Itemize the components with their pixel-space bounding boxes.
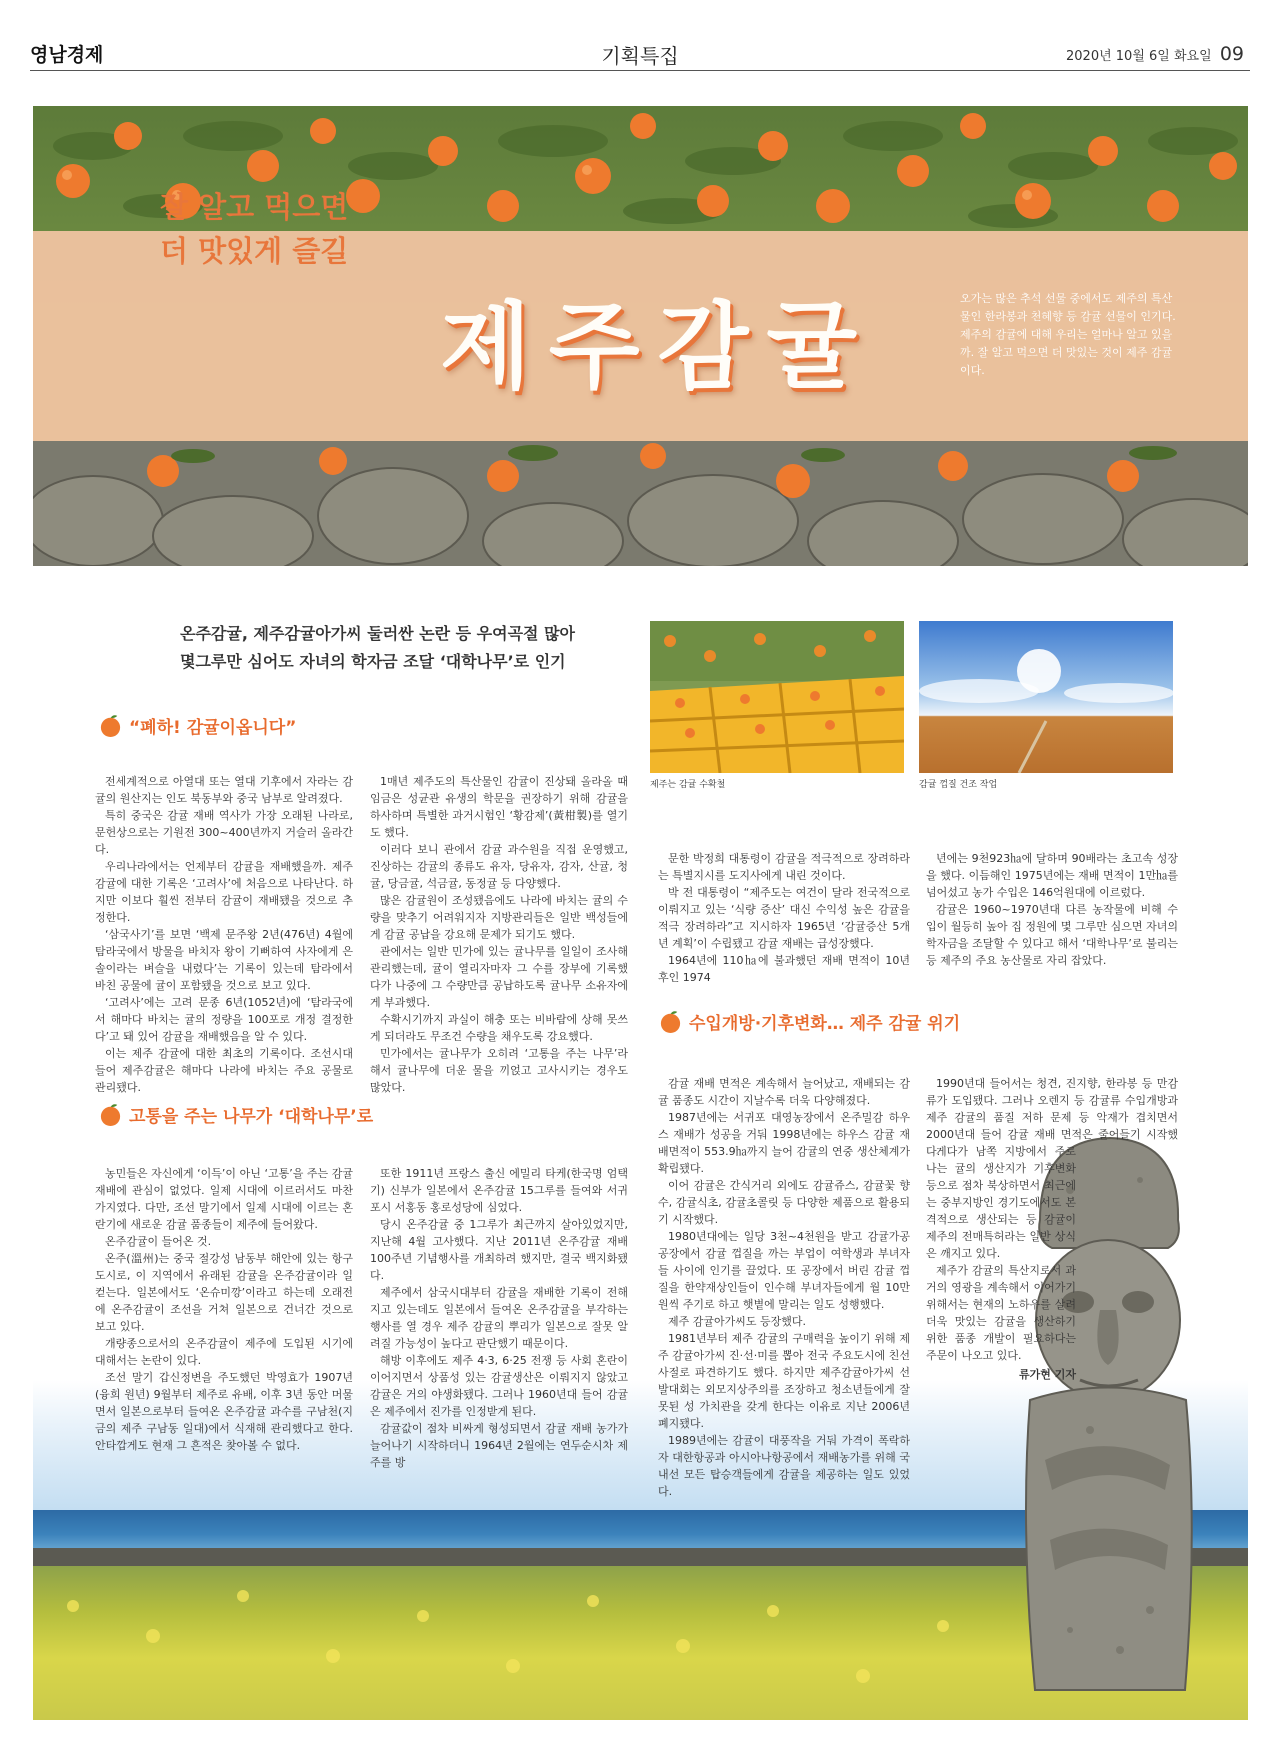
- column-7: [658, 1075, 910, 1500]
- drying-field-illustration: [919, 621, 1173, 773]
- paragraph: 전세계적으로 아열대 또는 열대 기후에서 자라는 감귤의 원산지는 인도 북동부와 중국 남부로 알려졌다.: [95, 775, 353, 805]
- paragraph: 감귤 재배 면적은 계속해서 늘어났고, 재배되는 감귤 품종도 시간이 지날수록 더욱 다양해졌다.: [658, 1077, 910, 1107]
- subhead-1: [98, 713, 296, 738]
- page-number: 09: [1219, 43, 1244, 65]
- paragraph: 감귤은 1960~1970년대 다른 농작물에 비해 수입이 월등히 높아 집 정원에 몇 그루만 심으면 자녀의 학자금을 조달할 수 있다고 해서 ‘대학나무’로 불리는 등 제주의 주요 농산물로 자리 잡았다.: [926, 903, 1178, 967]
- paragraph: 많은 감귤원이 조성됐음에도 나라에 바치는 귤의 수량을 맞추기 어려워지자 지방관리들은 일반 백성들에게 감귤 공납을 강요해 문제가 되기도 했다.: [370, 894, 628, 941]
- deck-headline: [180, 620, 575, 676]
- paragraph: 박 전 대통령이 “제주도는 여건이 달라 전국적으로 이뤄지고 있는 ‘식량 증산’ 대신 수익성 높은 감귤을 적극 장려하라”고 지시하자 1965년 ‘감귤증산 5개년 계획’이 수립됐고 감귤 재배는 급성장했다.: [658, 886, 910, 950]
- subhead-2: [98, 1102, 373, 1127]
- hero-subtitle-line2: 더 맛있게 즐길: [160, 234, 349, 268]
- paragraph: 제주가 감귤의 특산지로서 과거의 영광을 계속해서 이어가기 위해서는 현재의 노하우를 살려 더욱 맛있는 감귤을 생산하기 위한 품종 개발이 필요하다는 주문이 나오고 있다.: [926, 1264, 1076, 1362]
- paragraph: 이러다 보니 관에서 감귤 과수원을 직접 운영했고, 진상하는 감귤의 종류도 유자, 당유자, 감자, 산귤, 청귤, 당금귤, 석금귤, 동정귤 등 다양했다.: [370, 843, 628, 890]
- basalt-wall-illustration: [33, 441, 1248, 566]
- masthead: 영남경제: [30, 44, 104, 66]
- section-title: 기획특집: [601, 44, 679, 68]
- paragraph: 온주(溫州)는 중국 절강성 남동부 해안에 있는 항구도시로, 이 지역에서 유래된 감귤을 온주감귤이라 일컫는다. 일본에서도 ‘온슈미깡’이라고 하는데 오래전에 온주감귤이 조선을 거쳐 일본으로 건너간 것으로 보고 있다.: [95, 1252, 353, 1333]
- paragraph: 개량종으로서의 온주감귤이 제주에 도입된 시기에 대해서는 논란이 있다.: [95, 1337, 353, 1367]
- column-3: [95, 1165, 353, 1454]
- harvest-crates-illustration: [650, 621, 904, 773]
- column-8-paragraphs: [926, 1143, 1076, 1364]
- deck-line2: 몇그루만 심어도 자녀의 학자금 조달 ‘대학나무’로 인기: [180, 652, 566, 671]
- dateline: [1066, 43, 1244, 65]
- paragraph: 1964년에 110㏊에 불과했던 재배 면적이 10년 후인 1974: [658, 954, 910, 984]
- paragraph: 1981년부터 제주 감귤의 구매력을 높이기 위해 제주 감귤아가씨 진·선·미를 뽑아 전국 주요도시에 친선 사절로 파견하기도 했다. 하지만 제주감귤아가씨 선발대회는 외모지상주의를 조장하고 청소년들에게 잘못된 성 가치관을 갖게 한다는 이유로 지난 2006년 폐지됐다.: [658, 1332, 910, 1430]
- paragraph: 관에서는 일반 민가에 있는 귤나무를 일일이 조사해 관리했는데, 귤이 열리자마자 그 수를 장부에 기록했다가 나중에 그 수량만큼 공납하도록 귤나무 소유자에게 부과했다.: [370, 945, 628, 1009]
- paragraph: 농민들은 자신에게 ‘이득’이 아닌 ‘고통’을 주는 감귤 재배에 관심이 없었다. 일제 시대에 이르러서도 마찬가지였다. 다만, 조선 말기에서 일제 시대에 이르는 혼란기에 새로운 감귤 품종들이 제주에 들어왔다.: [95, 1167, 353, 1231]
- tangerine-icon: [98, 713, 123, 738]
- paragraph: 감귤값이 점차 비싸게 형성되면서 감귤 재배 농가가 늘어나기 시작하더니 1964년 2월에는 연두순시차 제주를 방: [370, 1422, 628, 1469]
- harvest-photo: [650, 621, 904, 773]
- paragraph: 년에는 9천923㏊에 달하며 90배라는 초고속 성장을 했다. 이듬해인 1975년에는 재배 면적이 1만㏊를 넘어섰고 농가 수입은 146억원대에 이르렀다.: [926, 852, 1178, 899]
- column-2: [370, 773, 628, 1096]
- paragraph: 1987년에는 서귀포 대영농장에서 온주밀감 하우스 재배가 성공을 거둬 1998년에는 하우스 감귤 재배면적이 553.9㏊까지 늘어 감귤의 연중 생산체계가 확립됐다.: [658, 1111, 910, 1175]
- subhead-2-text: 고통을 주는 나무가 ‘대학나무’로: [129, 1107, 374, 1127]
- paragraph: 조선 말기 갑신정변을 주도했던 박영효가 1907년(융희 원년) 9월부터 제주로 유배, 이후 3년 동안 머물면서 일본으로부터 들여온 온주감귤 과수를 구남천(지금의 제주 구남동 일대)에서 식재해 관리했다고 한다. 안타깝게도 현재 그 흔적은 찾아볼 수 없다.: [95, 1371, 353, 1452]
- paragraph: 게다가 남쪽 지방에서 주로 나는 귤의 생산지가 기후변화 등으로 점차 북상하면서 최근에는 중부지방인 경기도에서도 본격적으로 생산되는 등 감귤이 제주의 전매특허라는 일반 상식은 깨지고 있다.: [926, 1145, 1076, 1260]
- hero-subtitle-line1: 잘 알고 먹으면: [160, 190, 349, 224]
- paragraph: 문한 박정희 대통령이 감귤을 적극적으로 장려하라는 특별지시를 도지사에게 내린 것이다.: [658, 852, 910, 882]
- paragraph: ‘삼국사기’를 보면 ‘백제 문주왕 2년(476년) 4월에 탐라국에서 방물을 바치자 왕이 기뻐하여 사자에게 은솔이라는 벼슬을 내렸다’는 기록이 있는데 탐라에서 바친 공물에 귤이 포함됐을 것으로 보고 있다.: [95, 928, 353, 992]
- paragraph: 해방 이후에도 제주 4·3, 6·25 전쟁 등 사회 혼란이 이어지면서 상품성 있는 감귤생산은 이뤄지지 않았고 감귤은 거의 야생화됐다. 그러나 1960년대 들어 감귤은 제주에서 진가를 인정받게 된다.: [370, 1354, 628, 1418]
- subhead-3: [658, 1009, 960, 1034]
- paragraph: 1980년대에는 일당 3천~4천원을 받고 감귤가공공장에서 감귤 껍질을 까는 부업이 여학생과 부녀자들 사이에 인기를 끌었다. 또 공장에서 버린 감귤 껍질을 한약재상인들이 인수해 부녀자들에게 월 10만원씩 주기로 하고 햇볕에 말리는 일도 성행했다.: [658, 1230, 910, 1311]
- peel-drying-photo: [919, 621, 1173, 773]
- paragraph: 민가에서는 귤나무가 오히려 ‘고통을 주는 나무’라 해서 귤나무에 더운 물을 끼얹고 고사시키는 경우도 많았다.: [370, 1047, 628, 1094]
- issue-date: 2020년 10월 6일 화요일: [1066, 49, 1212, 64]
- paragraph: 제주에서 삼국시대부터 감귤을 재배한 기록이 전해지고 있는데도 일본에서 들여온 온주감귤을 부각하는 행사를 열 경우 제주 감귤의 뿌리가 일본으로 잘못 알려질 가능성이 높다고 판단했기 때문이다.: [370, 1286, 628, 1350]
- paragraph: 온주감귤이 들어온 것.: [105, 1235, 212, 1248]
- column-6: [926, 850, 1178, 969]
- paragraph: 특히 중국은 감귤 재배 역사가 가장 오래된 나라로, 문헌상으로는 기원전 300~400년까지 거슬러 올라간다.: [95, 809, 353, 856]
- subhead-3-text: 수입개방·기후변화… 제주 감귤 위기: [689, 1014, 961, 1034]
- column-1: [95, 773, 353, 1096]
- paragraph: 제주 감귤아가씨도 등장했다.: [668, 1315, 807, 1328]
- paragraph: 또한 1911년 프랑스 출신 에밀리 타케(한국명 엄택기) 신부가 일본에서 온주감귤 15그루를 들여와 서귀포시 서홍동 홍로성당에 심었다.: [370, 1167, 628, 1214]
- byline: 류가현 기자: [1019, 1368, 1076, 1381]
- header-rule: [30, 70, 1250, 71]
- column-5: [658, 850, 910, 986]
- column-8-bottom: [926, 1143, 1076, 1383]
- deck-line1: 온주감귤, 제주감귤아가씨 둘러싼 논란 등 우여곡절 많아: [180, 624, 575, 643]
- paragraph: 1990년대 들어서는 청견, 진지향, 한라봉 등 만감류가 도입됐다. 그러나 오렌지 등 감귤류 수입개방과 제주 감귤의 품질 저하 문제 등 악재가 겹치면서 2000년대 들어 감귤 재배 면적은 줄어들기 시작했다.: [926, 1077, 1178, 1158]
- tangerine-icon: [658, 1009, 683, 1034]
- paragraph: 우리나라에서는 언제부터 감귤을 재배했을까. 제주 감귤에 대한 기록은 ‘고려사’에 처음으로 나타난다. 하지만 이보다 훨씬 전부터 감귤이 재배됐을 것으로 추정한다.: [95, 860, 353, 924]
- paragraph: 수확시기까지 과실이 해충 또는 비바람에 상해 못쓰게 되더라도 무조건 수량을 채우도록 강요했다.: [370, 1013, 628, 1043]
- photo1-caption: 제주는 감귤 수확철: [650, 780, 726, 790]
- paragraph: 1989년에는 감귤이 대풍작을 거둬 가격이 폭락하자 대한항공과 아시아나항공에서 재배농가를 위해 국내선 모든 탑승객들에게 감귤을 제공하는 일도 있었다.: [658, 1434, 910, 1498]
- hero-intro: 오가는 많은 추석 선물 중에서도 제주의 특산물인 한라봉과 천혜향 등 감귤 선물이 인기다. 제주의 감귤에 대해 우리는 얼마나 알고 있을까. 잘 알고 먹으면 더 맛있는 것이 제주 감귤이다.: [960, 292, 1176, 377]
- paragraph: 당시 온주감귤 중 1그루가 최근까지 살아있었지만, 지난해 4월 고사했다. 지난 2011년 온주감귤 재배 100주년 기념행사를 개최하려 했지만, 결국 백지화됐다.: [370, 1218, 628, 1282]
- hero-title: 제주감귤: [440, 293, 876, 402]
- photo2-caption: 감귤 껍질 건조 작업: [919, 780, 998, 790]
- paragraph: 이어 감귤은 간식거리 외에도 감귤쥬스, 감귤꽃 향수, 감귤식초, 감귤초콜릿 등 다양한 제품으로 활용되기 시작했다.: [658, 1179, 910, 1226]
- paragraph: 1매년 제주도의 특산물인 감귤이 진상돼 올라올 때 임금은 성균관 유생의 학문을 권장하기 위해 감귤을 하사하며 특별한 과거시험인 ‘황감제’(黃柑製)를 열기도 했다.: [370, 775, 628, 839]
- column-4: [370, 1165, 628, 1471]
- subhead-1-text: “폐하! 감귤이옵니다”: [129, 718, 297, 738]
- tangerine-icon: [98, 1102, 123, 1127]
- paragraph: ‘고려사’에는 고려 문종 6년(1052년)에 ‘탐라국에서 해마다 바치는 귤의 정량을 100포로 개정 결정한다’고 돼 있어 감귤을 재배했음을 알 수 있다.: [95, 996, 353, 1043]
- rock-texture: [33, 441, 1248, 566]
- paragraph: 이는 제주 감귤에 대한 최초의 기록이다. 조선시대 들어 제주감귤은 해마다 나라에 바치는 주요 공물로 관리됐다.: [95, 1047, 353, 1094]
- hero-subtitle: [160, 185, 348, 273]
